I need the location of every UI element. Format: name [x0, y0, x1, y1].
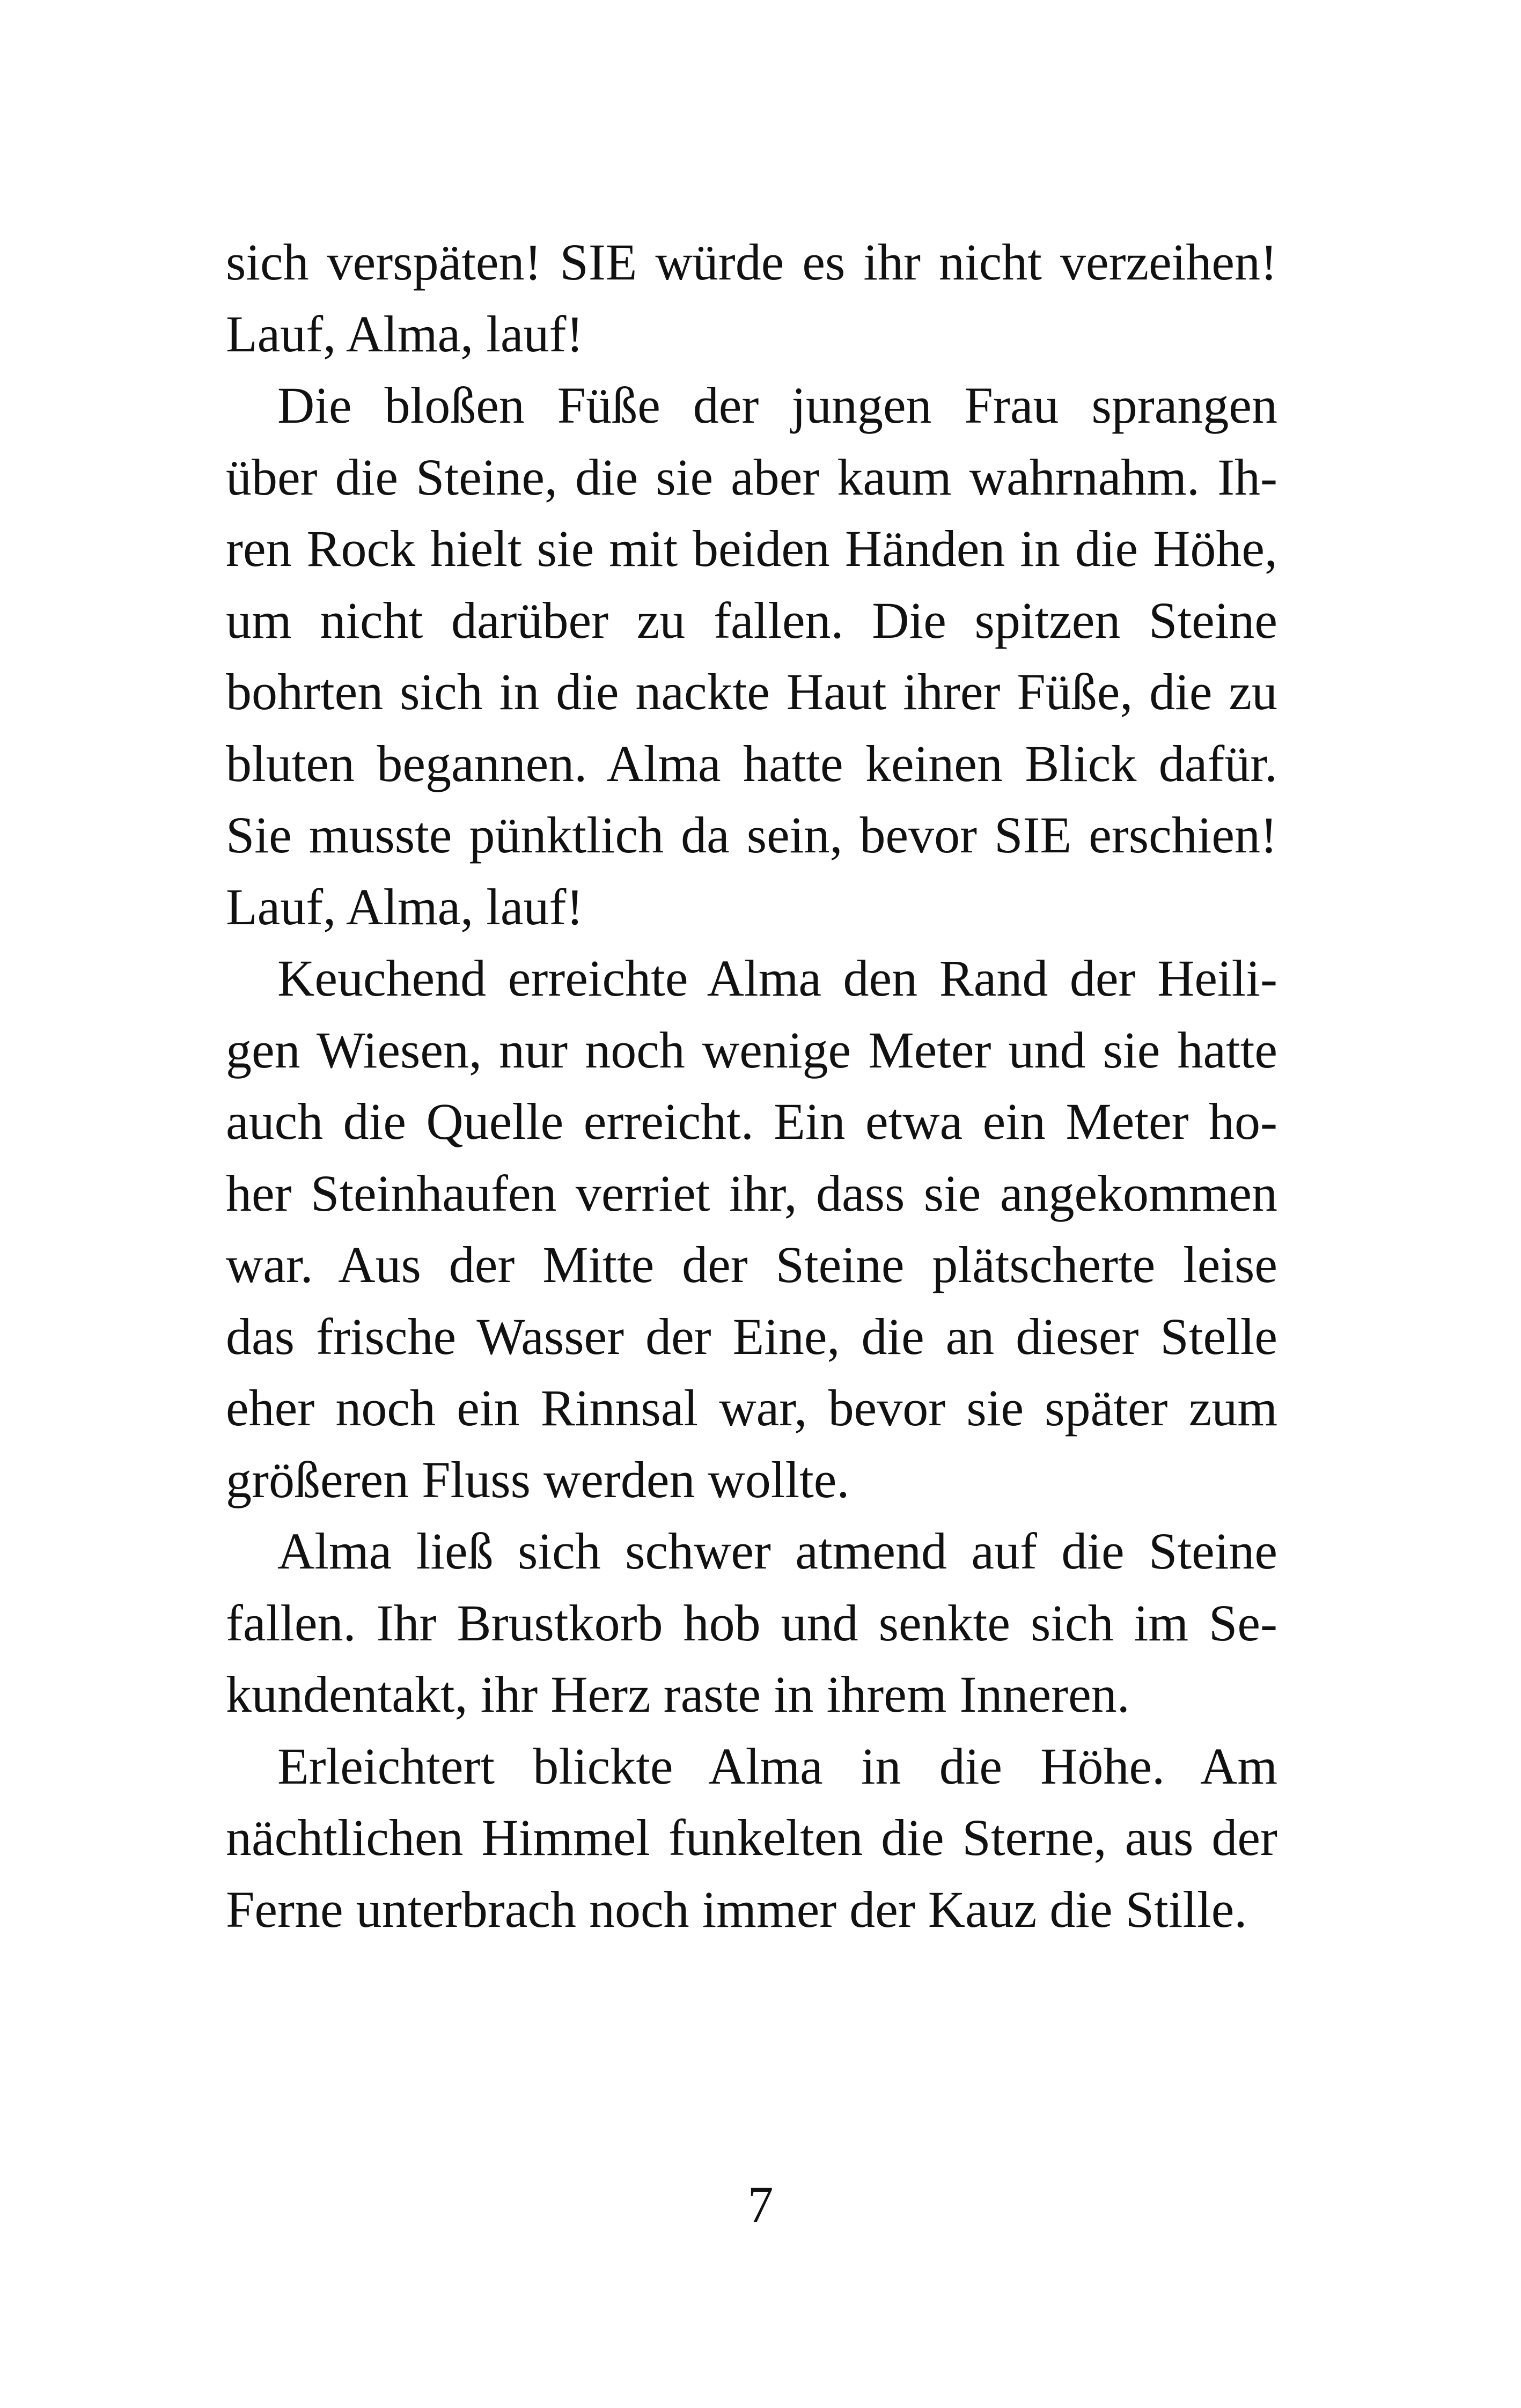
text-line: bohrten sich in die nackte Haut ihrer Füße, die zu — [226, 663, 1277, 720]
text-line: um nicht darüber zu fallen. Die spitzen Steine — [226, 591, 1277, 649]
text-line: nächtlichen Himmel funkelten die Sterne, aus der — [226, 1809, 1277, 1866]
paragraph-5 — [226, 1730, 1277, 1946]
text-line: Lauf, Alma, lauf! — [226, 878, 584, 936]
text-line: fallen. Ihr Brustkorb hob und senkte sich im Se- — [226, 1594, 1277, 1652]
text-line: bluten begannen. Alma hatte keinen Blick dafür. — [226, 734, 1277, 792]
text-line: kundentakt, ihr Herz raste in ihrem Inneren. — [226, 1666, 1130, 1723]
paragraph-3 — [226, 942, 1277, 1515]
text-line: war. Aus der Mitte der Steine plätscherte leise — [226, 1236, 1277, 1293]
text-line: Lauf, Alma, lauf! — [226, 305, 584, 363]
text-line: das frische Wasser der Eine, die an dieser Stelle — [226, 1307, 1277, 1365]
paragraph-2 — [226, 370, 1277, 942]
text-line: ren Rock hielt sie mit beiden Händen in die Höhe, — [226, 520, 1277, 577]
body-text — [226, 226, 1277, 1945]
text-line: sich verspäten! SIE würde es ihr nicht verzeihen! — [226, 233, 1277, 291]
text-line: her Steinhaufen verriet ihr, dass sie angekommen — [226, 1164, 1277, 1222]
text-line: Alma ließ sich schwer atmend auf die Steine — [277, 1522, 1277, 1580]
text-line: auch die Quelle erreicht. Ein etwa ein Meter ho- — [226, 1093, 1277, 1150]
text-line: Die bloßen Füße der jungen Frau sprangen — [277, 377, 1277, 434]
text-line: Sie musste pünktlich da sein, bevor SIE erschien! — [226, 806, 1277, 864]
text-line: über die Steine, die sie aber kaum wahrnahm. Ih- — [226, 448, 1277, 506]
text-line: Ferne unterbrach noch immer der Kauz die Stille. — [226, 1880, 1247, 1938]
text-line: Keuchend erreichte Alma den Rand der Heili- — [277, 949, 1277, 1007]
page-number: 7 — [747, 2176, 774, 2233]
text-line: eher noch ein Rinnsal war, bevor sie später zum — [226, 1379, 1277, 1437]
paragraph-1 — [226, 226, 1277, 370]
paragraph-4 — [226, 1515, 1277, 1730]
text-line: Erleichtert blickte Alma in die Höhe. Am — [277, 1737, 1277, 1795]
text-line: gen Wiesen, nur noch wenige Meter und sie hatte — [226, 1021, 1277, 1079]
text-line: größeren Fluss werden wollte. — [226, 1450, 850, 1508]
